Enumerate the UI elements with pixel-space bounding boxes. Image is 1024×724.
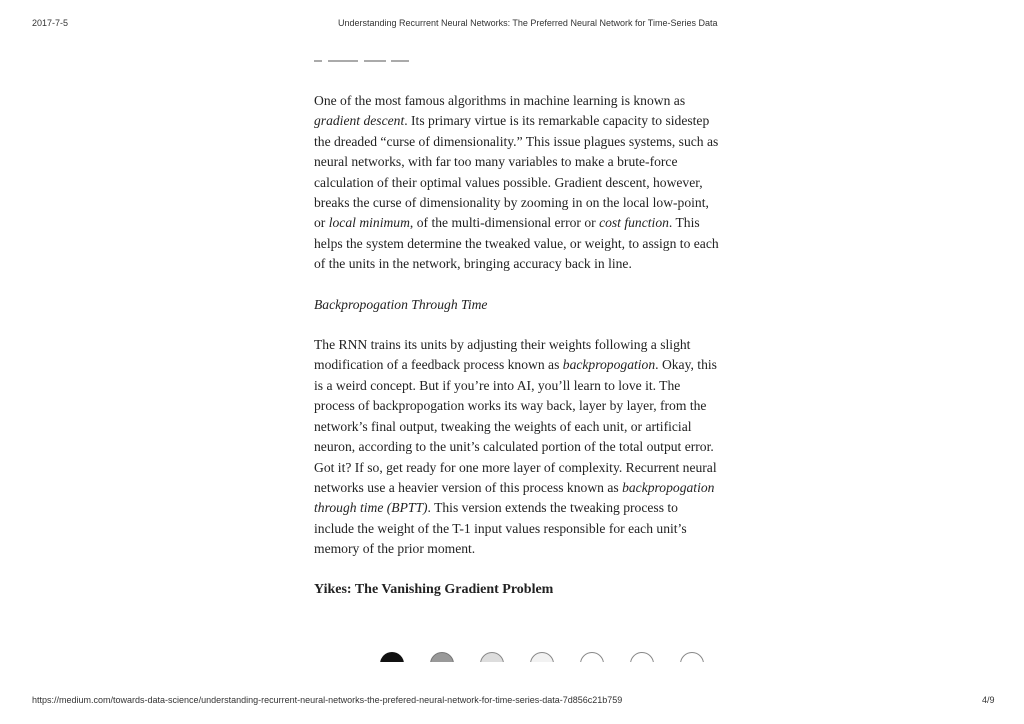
clipped-text-line — [314, 58, 409, 64]
figure-dot — [530, 652, 554, 662]
print-date: 2017-7-5 — [32, 18, 69, 28]
figure-dot — [630, 652, 654, 662]
figure-dot — [680, 652, 704, 662]
print-url: https://medium.com/towards-data-science/understanding-recurrent-neural-networks-the-prefered-neural-network-for-time-series-data-7d856c21b759 — [32, 695, 623, 705]
print-page-title: Understanding Recurrent Neural Networks: The Preferred Neural Network for Time-Series Data — [338, 18, 718, 28]
figure-dot — [480, 652, 504, 662]
paragraph-backpropogation: The RNN trains its units by adjusting their weights following a slight modification of a feedback process known as backpropogation. Okay, this is a weird concept. But if you’re into AI, you’ll learn to love it. The process of backpropogation works its way back, layer by layer, from the network’s final output, tweaking the weights of each unit, or artificial neuron, according to the unit’s calculated portion of the total output error. Got it? If so, get ready for one more layer of complexity. Recurrent neural networks use a heavier version of this process known as backpropogation through time (BPTT). This version extends the tweaking process to include the weight of the T-1 input values responsible for each unit’s memory of the prior moment. — [314, 337, 717, 557]
page-number: 4/9 — [982, 695, 995, 705]
figure-dot — [580, 652, 604, 662]
article-body — [314, 91, 719, 600]
heading-vanishing-gradient: Yikes: The Vanishing Gradient Problem — [314, 581, 554, 597]
paragraph-gradient-descent: One of the most famous algorithms in machine learning is known as gradient descent. Its primary virtue is its remarkable capacity to sidestep the dreaded “curse of dimensionality.” This issue plagues systems, such as neural networks, with far too many variables to make a brute-force calculation of their optimal values possible. Gradient descent, however, breaks the curse of dimensionality by zooming in on the local low-point, or local minimum, of the multi-dimensional error or cost function. This helps the system determine the tweaked value, or weight, to assign to each of the units in the network, bringing accuracy back in line. — [314, 93, 719, 272]
gradient-dots-figure — [380, 650, 710, 662]
figure-dot — [430, 652, 454, 662]
figure-dot — [380, 652, 404, 662]
subheading-bptt: Backpropogation Through Time — [314, 296, 488, 312]
